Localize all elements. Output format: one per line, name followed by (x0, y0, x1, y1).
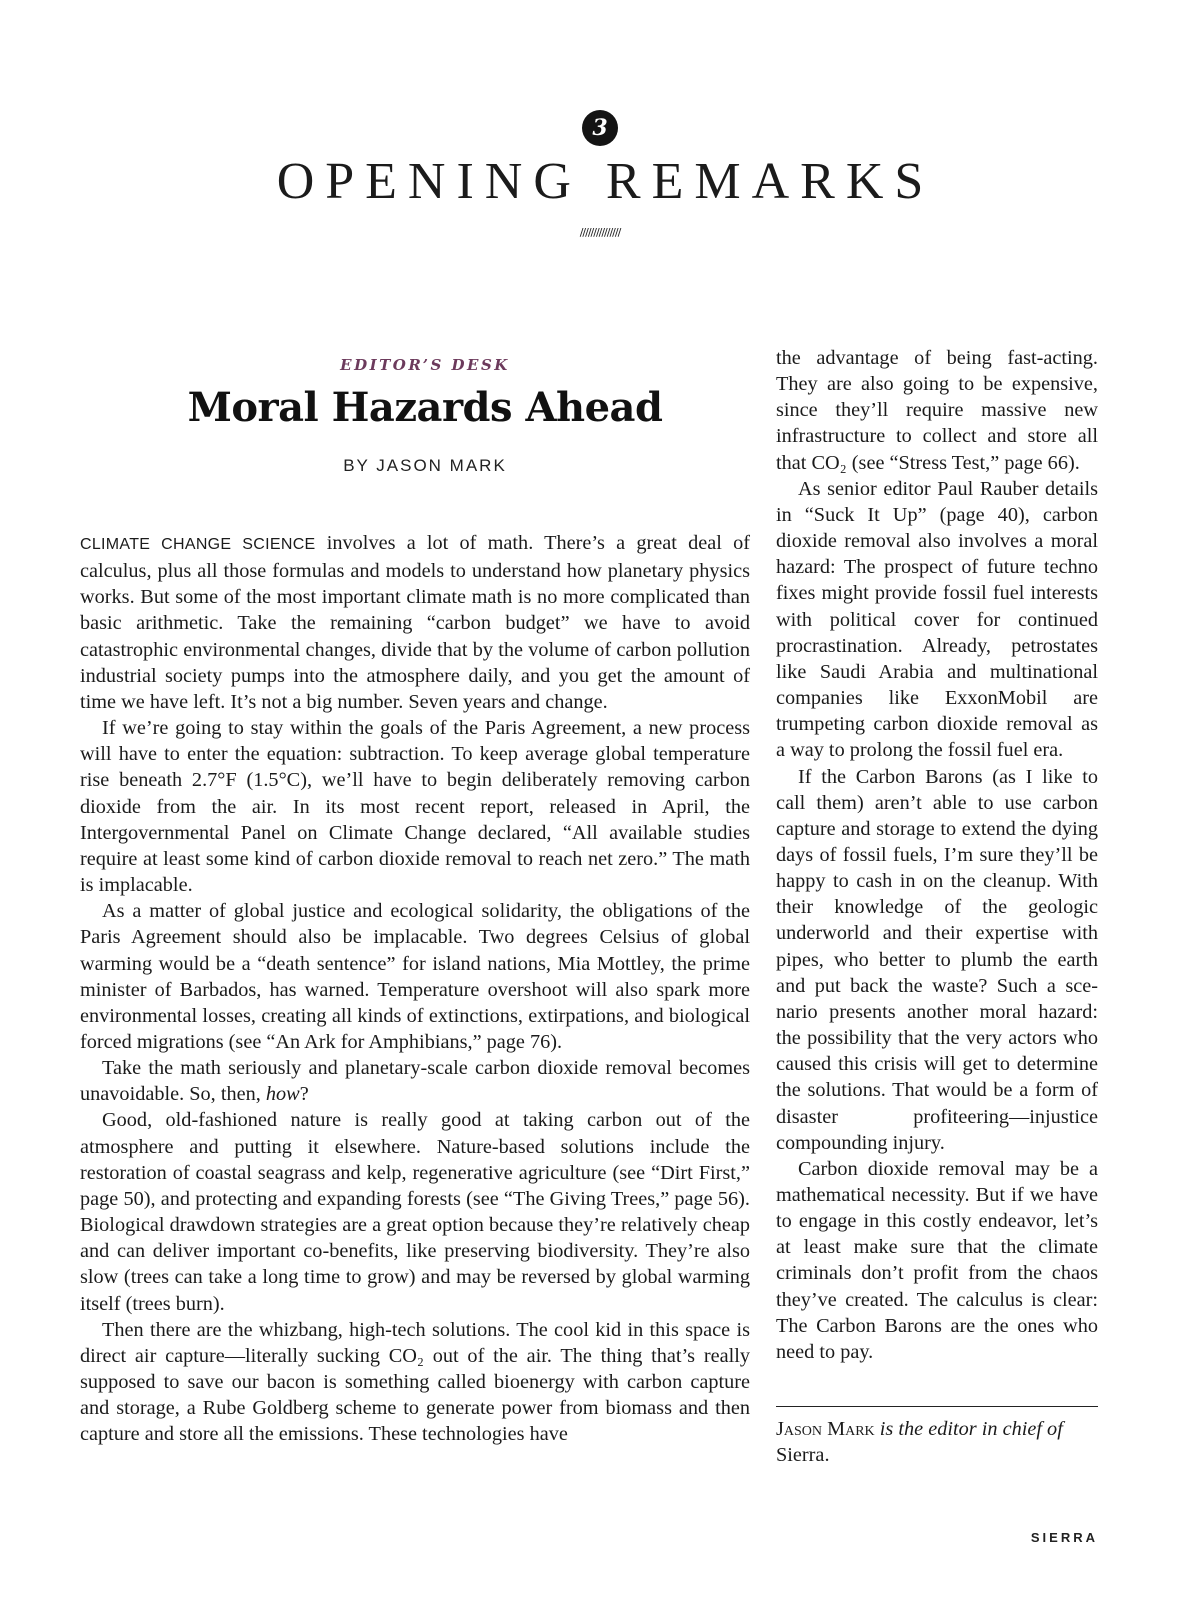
lead-in-caps: CLIMATE CHANGE SCIENCE (80, 536, 316, 553)
paragraph: If the Carbon Barons (as I like to call them) aren’t able to use carbon capture and storage to extend the dying days of fossil fuels, I’m sure they’ll be happy to cash in on the cleanup. With their knowledge of the geologic underworld and their expertise with pipes, who better to plumb the earth and put back the waste? Such a scenario presents another moral hazard: the possibility that the very actors who caused this crisis will get to determine the solutions. That would be a form of disaster profiteering—injustice compounding injury. (776, 765, 1098, 1154)
paragraph: As senior editor Paul Rauber details in “Suck It Up” (page 40), carbon dioxide removal also involves a moral hazard: The prospect of future techno fixes might provide fossil fuel interests with political cover for continued procrastination. Already, petrostates like Saudi Arabia and multinational companies like ExxonMobil are trumpeting carbon dioxide removal as a way to prolong the fossil fuel era. (776, 477, 1098, 762)
paragraph: the advantage of being fast-acting. They are also going to be expensive, since they’ll require massive new infrastructure to collect and store all that CO₂ (see “Stress Test,” page 66). (776, 347, 1098, 474)
paragraph: Good, old-fashioned nature is really good at taking carbon out of the atmosphere and putting it elsewhere. Nature-based solutions include the restoration of coastal seagrass and kelp, regenerative agriculture (see “Dirt First,” page 50), and protecting and expanding forests (see “The Giving Trees,” page 56). Biological drawdown strategies are a great option because they’re relatively cheap and can deliver important co-benefits, like preserving biodiversity. They’re also slow (trees can take a long time to grow) and may be reversed by global warming itself (trees burn). (80, 1109, 750, 1315)
bio-end: . (824, 1444, 830, 1467)
bio-publication: Sierra (776, 1444, 825, 1467)
section-title: OPENING REMARKS (276, 153, 935, 210)
paragraph: Then there are the whizbang, high-tech solutions. The cool kid in this space is direct air capture—literally sucking CO₂ out of the air. The thing that’s really supposed to save our bacon is something called bioenergy with carbon capture and storage, a Rube Goldberg scheme to generate power from biomass and then capture and store all the emissions. These technologies have (80, 1318, 750, 1446)
paragraph: Carbon dioxide removal may be a mathematical necessity. But if we have to engage in this costly endeavor, let’s at least make sure that the climate criminals don’t profit from the chaos they’ve created. The calculus is clear: The Carbon Barons are the ones who need to pay. (776, 1157, 1098, 1363)
article-column-left (80, 530, 750, 1447)
emphasis-text: how (265, 1083, 300, 1106)
bio-divider (776, 1406, 1098, 1407)
article-kicker: EDITOR’S DESK (340, 356, 510, 374)
paragraph: As a matter of global justice and ecological solidarity, the obligations of the Paris Agreement should also be implacable. Two degrees Celsius of global warming would be a “death sentence” for island nations, Mia Mottley, the prime minister of Barbados, has warned. Temperature overshoot will also spark more environmental losses, creating all kinds of extinctions, extirpations, and biological forced migrations (see “An Ark for Amphibians,” page 76). (80, 900, 750, 1053)
bio-role: is the editor in chief of (874, 1418, 1063, 1440)
bio-author-name: Jason Mark (776, 1418, 875, 1440)
paragraph-text: ? (299, 1083, 309, 1106)
author-bio (776, 1416, 1098, 1468)
paragraph: If we’re going to stay within the goals of the Paris Agreement, a new process will have to enter the equation: subtraction. To keep average global temperature rise beneath 2.7°F (1.5°C), we’ll have to begin deliberately removing carbon dioxide from the air. In its most recent report, released in April, the Intergovernmental Panel on Climate Change declared, “All available studies require at least some kind of carbon dioxide removal to reach net zero.” The math is implacable. (80, 717, 750, 897)
article-byline: BY JASON MARK (343, 456, 507, 475)
section-number-badge: 3 (582, 110, 618, 146)
paragraph (80, 530, 750, 715)
paragraph (80, 1055, 750, 1107)
paragraph-text: involves a lot of math. There’s a great deal of calculus, plus all those formulas and models to understand how planetary physics works. But some of the most important climate math is no more complicated than basic arithmetic. Take the remaining “carbon budget” we have to avoid catastrophic environmental changes, divide that by the volume of carbon pollution industrial society pumps into the atmosphere daily, and you get the amount of time we have left. It’s not a big number. Seven years and change. (80, 532, 751, 713)
title-ornament: /////////////// (579, 226, 621, 239)
article-column-right (776, 345, 1098, 1365)
article-headline: Moral Hazards Ahead (187, 384, 663, 431)
footer-publication: SIERRA (1030, 1530, 1098, 1545)
paragraph-text: Take the math seriously and planetary-scale carbon dioxide removal becomes unavoidable. So, then, (80, 1057, 750, 1106)
